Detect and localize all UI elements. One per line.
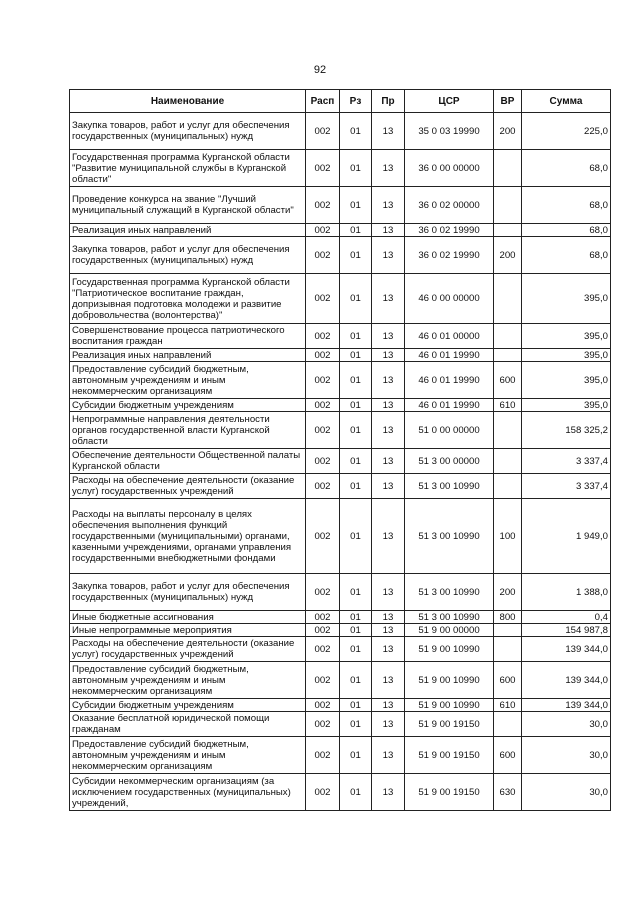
table-row — [70, 637, 611, 662]
cell-rasp: 002 — [306, 449, 340, 474]
cell-csr: 46 0 01 19990 — [405, 349, 494, 362]
cell-rasp: 002 — [306, 637, 340, 662]
cell-vr: 600 — [494, 662, 522, 699]
table-row — [70, 449, 611, 474]
cell-rz: 01 — [340, 274, 372, 324]
cell-name: Иные непрограммные мероприятия — [70, 624, 306, 637]
cell-rz: 01 — [340, 237, 372, 274]
cell-sum: 68,0 — [522, 150, 611, 187]
cell-rz: 01 — [340, 699, 372, 712]
cell-pr: 13 — [372, 737, 405, 774]
table-row — [70, 624, 611, 637]
table-row — [70, 774, 611, 811]
cell-csr: 51 3 00 10990 — [405, 574, 494, 611]
cell-rz: 01 — [340, 637, 372, 662]
budget-table — [69, 89, 611, 811]
cell-vr — [494, 187, 522, 224]
cell-rz: 01 — [340, 150, 372, 187]
cell-vr — [494, 712, 522, 737]
page-number: 92 — [313, 64, 327, 76]
header-sum: Сумма — [522, 90, 611, 113]
cell-name: Расходы на обеспечение деятельности (оказание услуг) государственных учреждений — [70, 637, 306, 662]
table-row — [70, 712, 611, 737]
cell-pr: 13 — [372, 449, 405, 474]
cell-csr: 51 3 00 00000 — [405, 449, 494, 474]
header-name: Наименование — [70, 90, 306, 113]
cell-sum: 154 987,8 — [522, 624, 611, 637]
cell-name: Обеспечение деятельности Общественной палаты Курганской области — [70, 449, 306, 474]
table-row — [70, 113, 611, 150]
cell-rasp: 002 — [306, 349, 340, 362]
table-row — [70, 412, 611, 449]
cell-rz: 01 — [340, 113, 372, 150]
cell-csr: 46 0 01 19990 — [405, 362, 494, 399]
table-row — [70, 150, 611, 187]
cell-sum: 1 949,0 — [522, 499, 611, 574]
table-row — [70, 611, 611, 624]
cell-name: Субсидии некоммерческим организациям (за исключением государственных (муниципальных) учреждений, — [70, 774, 306, 811]
cell-vr: 200 — [494, 113, 522, 150]
cell-rz: 01 — [340, 399, 372, 412]
cell-sum: 68,0 — [522, 224, 611, 237]
cell-rasp: 002 — [306, 113, 340, 150]
table-row — [70, 349, 611, 362]
cell-rasp: 002 — [306, 699, 340, 712]
cell-rz: 01 — [340, 412, 372, 449]
cell-pr: 13 — [372, 624, 405, 637]
table-row — [70, 187, 611, 224]
cell-sum: 3 337,4 — [522, 474, 611, 499]
cell-sum: 395,0 — [522, 399, 611, 412]
cell-sum: 1 388,0 — [522, 574, 611, 611]
cell-csr: 36 0 02 19990 — [405, 237, 494, 274]
cell-csr: 51 9 00 10990 — [405, 662, 494, 699]
cell-sum: 395,0 — [522, 349, 611, 362]
cell-pr: 13 — [372, 187, 405, 224]
cell-name: Совершенствование процесса патриотического воспитания граждан — [70, 324, 306, 349]
cell-rz: 01 — [340, 499, 372, 574]
cell-csr: 51 9 00 19150 — [405, 712, 494, 737]
cell-vr: 610 — [494, 399, 522, 412]
cell-csr: 51 3 00 10990 — [405, 499, 494, 574]
cell-csr: 36 0 02 19990 — [405, 224, 494, 237]
cell-sum: 139 344,0 — [522, 637, 611, 662]
table-row — [70, 737, 611, 774]
cell-name: Субсидии бюджетным учреждениям — [70, 699, 306, 712]
cell-rasp: 002 — [306, 362, 340, 399]
table-row — [70, 699, 611, 712]
cell-name: Закупка товаров, работ и услуг для обеспечения государственных (муниципальных) нужд — [70, 113, 306, 150]
cell-vr — [494, 412, 522, 449]
cell-pr: 13 — [372, 224, 405, 237]
cell-name: Закупка товаров, работ и услуг для обеспечения государственных (муниципальных) нужд — [70, 237, 306, 274]
cell-name: Реализация иных направлений — [70, 224, 306, 237]
cell-sum: 395,0 — [522, 324, 611, 349]
cell-vr — [494, 474, 522, 499]
cell-rasp: 002 — [306, 324, 340, 349]
cell-name: Субсидии бюджетным учреждениям — [70, 399, 306, 412]
cell-vr — [494, 637, 522, 662]
cell-sum: 395,0 — [522, 362, 611, 399]
cell-vr: 600 — [494, 362, 522, 399]
cell-rasp: 002 — [306, 224, 340, 237]
cell-csr: 51 9 00 19150 — [405, 774, 494, 811]
cell-rasp: 002 — [306, 611, 340, 624]
table-row — [70, 662, 611, 699]
cell-rasp: 002 — [306, 150, 340, 187]
cell-name: Государственная программа Курганской области "Развитие муниципальной службы в Курганской области" — [70, 150, 306, 187]
cell-csr: 51 9 00 00000 — [405, 624, 494, 637]
cell-csr: 51 9 00 10990 — [405, 699, 494, 712]
cell-csr: 46 0 01 19990 — [405, 399, 494, 412]
cell-vr — [494, 349, 522, 362]
cell-vr: 100 — [494, 499, 522, 574]
cell-rz: 01 — [340, 349, 372, 362]
cell-rz: 01 — [340, 324, 372, 349]
cell-name: Расходы на выплаты персоналу в целях обеспечения выполнения функций государственными (муниципальными) органами, казенными учреждениями, органами управления государственными внебюджетными фондами — [70, 499, 306, 574]
cell-pr: 13 — [372, 324, 405, 349]
cell-pr: 13 — [372, 712, 405, 737]
cell-csr: 51 9 00 19150 — [405, 737, 494, 774]
cell-vr: 200 — [494, 237, 522, 274]
cell-rz: 01 — [340, 574, 372, 611]
cell-sum: 225,0 — [522, 113, 611, 150]
cell-rz: 01 — [340, 737, 372, 774]
table-row — [70, 224, 611, 237]
cell-vr: 200 — [494, 574, 522, 611]
cell-rasp: 002 — [306, 274, 340, 324]
cell-pr: 13 — [372, 662, 405, 699]
cell-rasp: 002 — [306, 712, 340, 737]
cell-csr: 51 3 00 10990 — [405, 611, 494, 624]
cell-sum: 30,0 — [522, 774, 611, 811]
cell-name: Государственная программа Курганской области "Патриотическое воспитание граждан, допризывная подготовка молодежи и развитие добровольчества (волонтерства)" — [70, 274, 306, 324]
cell-csr: 51 3 00 10990 — [405, 474, 494, 499]
cell-pr: 13 — [372, 150, 405, 187]
cell-name: Иные бюджетные ассигнования — [70, 611, 306, 624]
cell-rasp: 002 — [306, 662, 340, 699]
cell-name: Реализация иных направлений — [70, 349, 306, 362]
cell-rz: 01 — [340, 624, 372, 637]
cell-sum: 3 337,4 — [522, 449, 611, 474]
cell-rasp: 002 — [306, 412, 340, 449]
cell-rasp: 002 — [306, 237, 340, 274]
cell-pr: 13 — [372, 637, 405, 662]
table-row — [70, 362, 611, 399]
cell-rz: 01 — [340, 187, 372, 224]
cell-csr: 51 0 00 00000 — [405, 412, 494, 449]
cell-pr: 13 — [372, 699, 405, 712]
cell-vr: 600 — [494, 737, 522, 774]
cell-pr: 13 — [372, 399, 405, 412]
table-row — [70, 399, 611, 412]
cell-sum: 30,0 — [522, 737, 611, 774]
header-csr: ЦСР — [405, 90, 494, 113]
cell-vr — [494, 224, 522, 237]
cell-csr: 46 0 00 00000 — [405, 274, 494, 324]
cell-rasp: 002 — [306, 499, 340, 574]
cell-rasp: 002 — [306, 399, 340, 412]
cell-name: Непрограммные направления деятельности органов государственной власти Курганской области — [70, 412, 306, 449]
cell-pr: 13 — [372, 362, 405, 399]
cell-name: Предоставление субсидий бюджетным, автономным учреждениям и иным некоммерческим организациям — [70, 362, 306, 399]
cell-rz: 01 — [340, 224, 372, 237]
cell-rasp: 002 — [306, 574, 340, 611]
cell-rz: 01 — [340, 774, 372, 811]
cell-vr — [494, 449, 522, 474]
cell-pr: 13 — [372, 349, 405, 362]
cell-vr — [494, 324, 522, 349]
cell-rasp: 002 — [306, 774, 340, 811]
table-row — [70, 574, 611, 611]
cell-pr: 13 — [372, 274, 405, 324]
cell-pr: 13 — [372, 574, 405, 611]
cell-rz: 01 — [340, 362, 372, 399]
cell-vr — [494, 274, 522, 324]
cell-rasp: 002 — [306, 187, 340, 224]
cell-pr: 13 — [372, 611, 405, 624]
cell-vr: 800 — [494, 611, 522, 624]
cell-vr: 610 — [494, 699, 522, 712]
cell-rz: 01 — [340, 474, 372, 499]
cell-name: Проведение конкурса на звание "Лучший муниципальный служащий в Курганской области" — [70, 187, 306, 224]
cell-vr: 630 — [494, 774, 522, 811]
cell-sum: 68,0 — [522, 187, 611, 224]
cell-pr: 13 — [372, 412, 405, 449]
cell-csr: 46 0 01 00000 — [405, 324, 494, 349]
header-pr: Пр — [372, 90, 405, 113]
cell-rasp: 002 — [306, 737, 340, 774]
cell-csr: 51 9 00 10990 — [405, 637, 494, 662]
table-row — [70, 474, 611, 499]
cell-sum: 139 344,0 — [522, 699, 611, 712]
cell-csr: 36 0 02 00000 — [405, 187, 494, 224]
table-row — [70, 499, 611, 574]
cell-pr: 13 — [372, 113, 405, 150]
header-rasp: Расп — [306, 90, 340, 113]
cell-rasp: 002 — [306, 624, 340, 637]
cell-sum: 395,0 — [522, 274, 611, 324]
cell-rz: 01 — [340, 449, 372, 474]
cell-name: Оказание бесплатной юридической помощи гражданам — [70, 712, 306, 737]
cell-rz: 01 — [340, 611, 372, 624]
header-vr: ВР — [494, 90, 522, 113]
cell-vr — [494, 150, 522, 187]
cell-name: Закупка товаров, работ и услуг для обеспечения государственных (муниципальных) нужд — [70, 574, 306, 611]
header-rz: Рз — [340, 90, 372, 113]
table-header-row — [70, 90, 611, 113]
cell-vr — [494, 624, 522, 637]
cell-pr: 13 — [372, 474, 405, 499]
cell-csr: 36 0 00 00000 — [405, 150, 494, 187]
cell-rasp: 002 — [306, 474, 340, 499]
cell-csr: 35 0 03 19990 — [405, 113, 494, 150]
cell-sum: 0,4 — [522, 611, 611, 624]
cell-sum: 139 344,0 — [522, 662, 611, 699]
cell-sum: 68,0 — [522, 237, 611, 274]
cell-sum: 158 325,2 — [522, 412, 611, 449]
cell-name: Предоставление субсидий бюджетным, автономным учреждениям и иным некоммерческим организациям — [70, 662, 306, 699]
cell-rz: 01 — [340, 662, 372, 699]
table-body — [70, 113, 611, 811]
cell-pr: 13 — [372, 774, 405, 811]
cell-sum: 30,0 — [522, 712, 611, 737]
table-row — [70, 237, 611, 274]
cell-name: Расходы на обеспечение деятельности (оказание услуг) государственных учреждений — [70, 474, 306, 499]
table-row — [70, 324, 611, 349]
cell-name: Предоставление субсидий бюджетным, автономным учреждениям и иным некоммерческим организациям — [70, 737, 306, 774]
cell-pr: 13 — [372, 237, 405, 274]
cell-rz: 01 — [340, 712, 372, 737]
cell-pr: 13 — [372, 499, 405, 574]
table-row — [70, 274, 611, 324]
